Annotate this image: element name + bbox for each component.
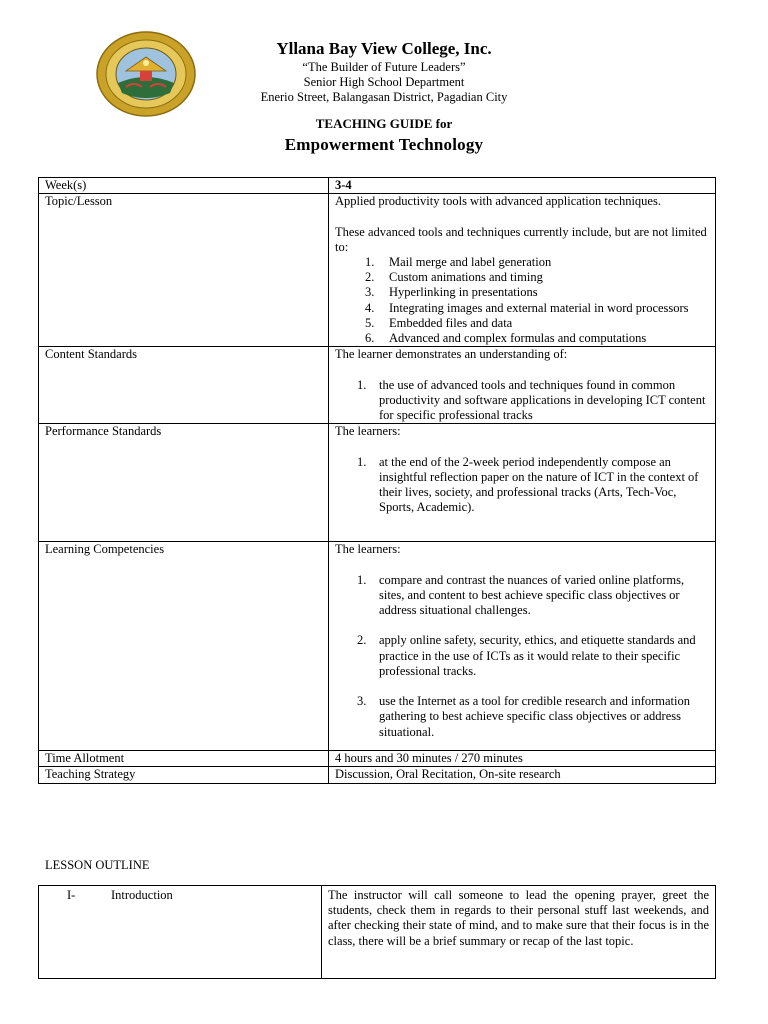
guide-title-block: [184, 116, 584, 156]
list-item-text: Mail merge and label generation: [389, 255, 552, 269]
table-row: [39, 767, 716, 783]
list-item-text: use the Internet as a tool for credible research and information gathering to best achieve specific class objectives or address situational.: [379, 694, 690, 739]
topic-para: These advanced tools and techniques currently include, but are not limited to:: [335, 224, 707, 254]
document-header: [230, 38, 538, 105]
content-standards-cell: [329, 347, 716, 424]
lesson-outline-heading: LESSON OUTLINE: [45, 858, 150, 872]
list-item-text: Custom animations and timing: [389, 270, 543, 285]
list-spacer: [335, 679, 709, 694]
outline-row-title: Introduction: [111, 888, 173, 902]
time-allotment-label: Time Allotment: [39, 751, 329, 767]
table-row: [39, 178, 716, 194]
table-row: [39, 886, 716, 979]
list-item-text: apply online safety, security, ethics, and etiquette standards and practice in the use of ICTs as it would relate to their specific professional tracks.: [379, 633, 696, 678]
subject-title: Empowerment Technology: [284, 135, 484, 154]
topic-cell: [329, 194, 716, 347]
list-item: [335, 633, 709, 679]
list-item-number: 2.: [365, 270, 375, 285]
content-intro: The learner demonstrates an understanding of:: [335, 347, 568, 362]
guide-label: TEACHING GUIDE for: [315, 116, 453, 131]
list-item-number: 1.: [357, 572, 367, 587]
list-item: [335, 694, 709, 740]
content-list: [335, 378, 709, 424]
teaching-strategy-label: Teaching Strategy: [39, 767, 329, 783]
table-row: [39, 347, 716, 424]
list-item-text: Integrating images and external material in word processors: [389, 300, 689, 315]
table-row: [39, 424, 716, 542]
week-value: 3-4: [329, 178, 716, 194]
performance-list: [335, 455, 709, 516]
outline-row-text: The instructor will call someone to lead the opening prayer, greet the students, check them in regards to their personal stuff last weekends, and after checking their state of mind, and to make sure that their focus is in the class, there will be a brief summary or recap of the last topic.: [322, 886, 716, 979]
list-item-text: at the end of the 2-week period independently compose an insightful reflection paper on the nature of ICT in the context of their lives, society, and professional tracks (Arts, Tech-Voc, Sports, Academic).: [379, 454, 699, 515]
list-item: [335, 378, 709, 424]
list-item-number: 3.: [357, 694, 367, 709]
list-item-text: compare and contrast the nuances of varied online platforms, sites, and content to best achieve specific class objectives or address situational challenges.: [379, 572, 685, 618]
list-item-text: Hyperlinking in presentations: [389, 285, 538, 300]
list-item-text: Advanced and complex formulas and computations: [389, 331, 647, 346]
outline-row-number: I-: [67, 888, 76, 902]
list-item-number: 6.: [365, 331, 375, 346]
list-item: [335, 455, 709, 516]
list-item-number: 1.: [357, 454, 367, 469]
lesson-outline-table: [38, 885, 716, 979]
college-seal-icon: [96, 31, 196, 117]
list-item: [335, 301, 709, 316]
college-name: Yllana Bay View College, Inc.: [276, 39, 492, 58]
list-spacer: [335, 618, 709, 633]
performance-standards-cell: [329, 424, 716, 542]
learning-competencies-label: Learning Competencies: [39, 542, 329, 751]
list-item-number: 4.: [365, 300, 375, 315]
performance-standards-label: Performance Standards: [39, 424, 329, 542]
list-item-number: 1.: [357, 377, 367, 392]
college-motto: “The Builder of Future Leaders”: [302, 60, 466, 74]
teaching-guide-table: [38, 177, 716, 784]
department-name: Senior High School Department: [303, 75, 465, 89]
time-allotment-value: 4 hours and 30 minutes / 270 minutes: [329, 751, 716, 767]
topic-label: Topic/Lesson: [39, 194, 329, 347]
week-label: Week(s): [39, 178, 329, 194]
list-item-number: 3.: [365, 285, 375, 300]
teaching-strategy-value: Discussion, Oral Recitation, On-site research: [329, 767, 716, 783]
list-item: [335, 573, 709, 619]
list-item-number: 5.: [365, 315, 375, 330]
list-item: [335, 270, 709, 285]
list-item-text: Embedded files and data: [389, 315, 513, 330]
outline-row-label: [39, 886, 322, 979]
list-item-number: 2.: [357, 633, 367, 648]
topic-list: [335, 255, 709, 346]
list-item-text: the use of advanced tools and techniques found in common productivity and software applications in developing ICT content for specific professional tracks: [379, 377, 706, 423]
college-address: Enerio Street, Balangasan District, Pagadian City: [260, 90, 508, 104]
list-item: [335, 316, 709, 331]
table-row: [39, 751, 716, 767]
list-item: [335, 285, 709, 300]
competencies-list: [335, 573, 709, 740]
content-standards-label: Content Standards: [39, 347, 329, 424]
competencies-intro: The learners:: [335, 542, 401, 557]
list-item: [335, 331, 709, 346]
table-row: [39, 194, 716, 347]
learning-competencies-cell: [329, 542, 716, 751]
performance-intro: The learners:: [335, 424, 401, 439]
table-row: [39, 542, 716, 751]
list-item-number: 1.: [365, 255, 375, 269]
list-item: [335, 255, 709, 270]
topic-intro: Applied productivity tools with advanced application techniques.: [335, 194, 661, 209]
